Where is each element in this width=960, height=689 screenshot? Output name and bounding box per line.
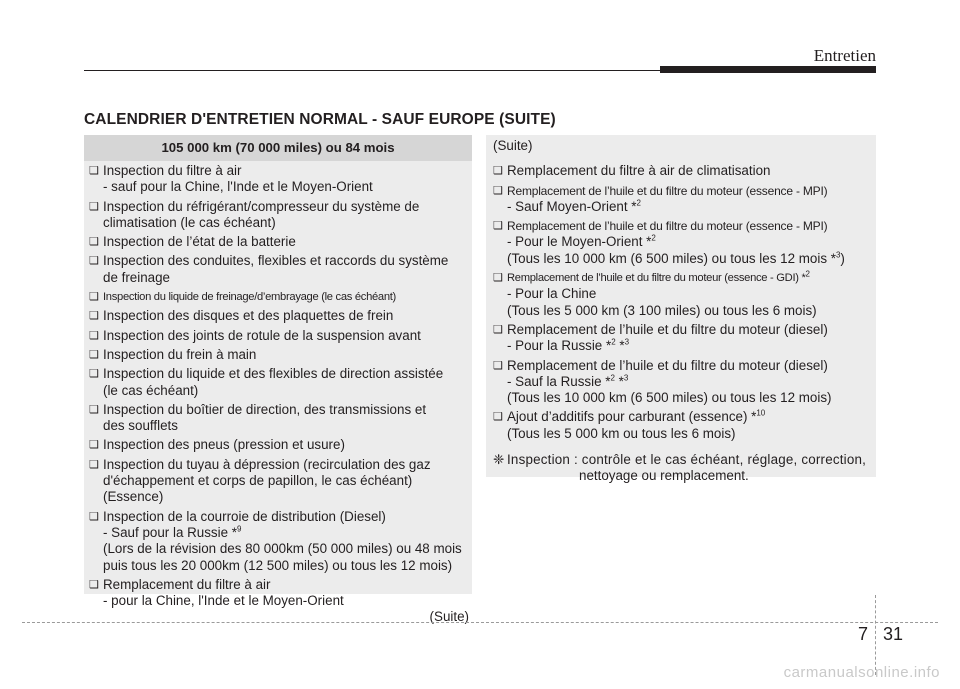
item-sub-text: - Sauf la Russie * [507, 373, 611, 389]
list-item [493, 218, 874, 267]
checkbox-icon: ❑ [493, 411, 503, 424]
item-text [507, 409, 874, 425]
item-sub: (Tous les 5 000 km ou tous les 6 mois) [507, 425, 736, 441]
continued-label: (Suite) [493, 138, 533, 153]
item-text: Inspection du réfrigérant/compresseur du système de [103, 198, 420, 214]
item-sub: (Lors de la révision des 80 000km (50 000 miles) ou 48 mois [103, 541, 462, 557]
checkbox-icon: ❑ [89, 310, 99, 323]
checkbox-icon: ❑ [493, 165, 503, 178]
item-text: Remplacement du filtre à air [103, 576, 271, 592]
left-panel-heading: 105 000 km (70 000 miles) ou 84 mois [84, 135, 472, 161]
list-item [493, 183, 874, 216]
list-item [89, 402, 469, 435]
item-sub: des soufflets [103, 418, 178, 434]
footnote-ref: 2 [805, 269, 810, 279]
item-sub-text: * [615, 338, 625, 354]
checkbox-icon: ❑ [493, 184, 503, 197]
right-column [493, 138, 874, 485]
list-item [89, 253, 469, 286]
item-sub-text: - Sauf pour la Russie * [103, 524, 237, 540]
chapter-number: 7 [858, 624, 869, 644]
header-rule-thin [84, 70, 660, 71]
page-divider [875, 595, 876, 675]
list-item [493, 409, 874, 442]
list-item [89, 289, 469, 305]
item-sub: - sauf pour la Chine, l'Inde et le Moyen-Orient [103, 179, 373, 195]
footnote-ref: 9 [236, 524, 242, 534]
item-sub: d'échappement et corps de papillon, le cas échéant) [103, 473, 413, 489]
item-sub [507, 234, 874, 250]
list-item [89, 457, 469, 506]
footnote-ref: 2 [611, 337, 616, 347]
footnote-ref: 3 [623, 373, 629, 383]
footnote-ref: 3 [835, 250, 841, 260]
list-item [89, 509, 469, 574]
checkbox-icon: ❑ [89, 255, 99, 268]
item-text: Inspection des joints de rotule de la suspension avant [103, 327, 421, 343]
item-sub-text: * [614, 373, 624, 389]
list-item [89, 577, 469, 610]
item-text: Inspection du liquide de freinage/d’embrayage (le cas échéant) [103, 291, 396, 304]
checkbox-icon: ❑ [89, 403, 99, 416]
item-sub: de freinage [103, 269, 171, 285]
list-item [89, 199, 469, 232]
item-text: Inspection du frein à main [103, 346, 257, 362]
list-item [89, 328, 469, 344]
list-item [89, 308, 469, 324]
checkbox-icon: ❑ [89, 165, 99, 177]
list-item [89, 163, 469, 196]
footnote-ref: 2 [636, 198, 641, 208]
header-title: Entretien [813, 46, 876, 65]
item-sub: - pour la Chine, l'Inde et le Moyen-Orient [103, 593, 344, 609]
item-sub: climatisation (le cas échéant) [103, 214, 276, 230]
list-item [89, 234, 469, 250]
item-sub-text: (Tous les 10 000 km (6 500 miles) ou tous les 12 mois * [507, 250, 836, 266]
checkbox-icon: ❑ [89, 458, 99, 471]
item-text: Inspection de l’état de la batterie [103, 234, 296, 250]
footnote-ref: 2 [610, 373, 615, 383]
footnote-ref: 10 [756, 408, 766, 418]
list-item [89, 437, 469, 453]
item-text: Inspection du tuyau à dépression (recirculation des gaz [103, 456, 431, 472]
checkbox-icon: ❑ [89, 236, 99, 249]
section-title: CALENDRIER D'ENTRETIEN NORMAL - SAUF EUROPE (SUITE) [84, 111, 556, 128]
item-sub: - Pour la Chine [507, 286, 597, 302]
item-text: Inspection de la courroie de distribution (Diesel) [103, 508, 386, 524]
item-text: Remplacement de l’huile et du filtre du moteur (diesel) [507, 321, 828, 337]
list-item [493, 163, 874, 179]
checkbox-icon: ❑ [89, 578, 99, 591]
item-sub [507, 374, 874, 390]
checkbox-icon: ❑ [493, 272, 503, 285]
item-sub: (Tous les 5 000 km (3 100 miles) ou tous les 6 mois) [507, 302, 817, 318]
left-column [89, 163, 469, 626]
note [493, 452, 874, 485]
note-symbol-icon: ❈ [493, 452, 505, 468]
item-text: Remplacement du filtre à air de climatisation [507, 163, 771, 179]
item-text: Inspection des disques et des plaquettes de frein [103, 308, 394, 324]
item-text: Inspection du liquide et des flexibles de direction assistée [103, 366, 444, 382]
item-text [507, 270, 874, 286]
checkbox-icon: ❑ [493, 359, 503, 372]
item-text: Inspection des conduites, flexibles et raccords du système [103, 253, 449, 269]
item-text: Remplacement de l’huile et du filtre du moteur (essence - MPI) [507, 183, 828, 198]
item-text: Inspection du boîtier de direction, des transmissions et [103, 401, 427, 417]
list-item [89, 366, 469, 399]
item-text: Inspection du filtre à air [103, 163, 242, 178]
item-sub [507, 251, 874, 267]
checkbox-icon: ❑ [493, 323, 503, 336]
checkbox-icon: ❑ [89, 510, 99, 523]
note-line: Inspection : contrôle et le cas échéant, réglage, correction, [507, 452, 867, 468]
item-text-main: Remplacement de l’huile et du filtre du moteur (essence - GDI) * [507, 272, 806, 285]
item-sub: (Essence) [103, 489, 164, 505]
checkbox-icon: ❑ [89, 200, 99, 213]
item-sub-text: - Sauf Moyen-Orient * [507, 198, 637, 214]
item-text-main: Ajout d’additifs pour carburant (essence) * [507, 409, 757, 425]
watermark: carmanualsonline.info [783, 664, 940, 681]
item-sub [103, 525, 469, 541]
note-line: nettoyage ou remplacement. [579, 468, 749, 484]
checkbox-icon: ❑ [493, 220, 503, 233]
checkbox-icon: ❑ [89, 439, 99, 452]
item-text: Remplacement de l’huile et du filtre du moteur (diesel) [507, 357, 828, 373]
item-sub [507, 338, 874, 354]
footnote-ref: 2 [651, 234, 656, 244]
checkbox-icon: ❑ [89, 291, 99, 304]
page-number: 31 [883, 624, 904, 644]
item-sub [507, 199, 874, 215]
item-text: Inspection des pneus (pression et usure) [103, 437, 345, 453]
footnote-ref: 3 [624, 337, 630, 347]
list-item [89, 347, 469, 363]
checkbox-icon: ❑ [89, 348, 99, 361]
item-sub: (Tous les 10 000 km (6 500 miles) ou tous les 12 mois) [507, 390, 832, 406]
item-sub: (le cas échéant) [103, 382, 199, 398]
footer-rule [22, 622, 938, 623]
item-sub-text: - Pour le Moyen-Orient * [507, 234, 652, 250]
list-item [493, 358, 874, 407]
item-sub-text: ) [840, 250, 845, 266]
checkbox-icon: ❑ [89, 368, 99, 381]
continued-label: (Suite) [429, 609, 469, 625]
item-text: Remplacement de l’huile et du filtre du moteur (essence - MPI) [507, 219, 828, 234]
checkbox-icon: ❑ [89, 329, 99, 342]
item-sub: puis tous les 20 000km (12 500 miles) ou tous les 12 mois) [103, 557, 453, 573]
item-sub-text: - Pour la Russie * [507, 338, 612, 354]
list-item [493, 322, 874, 355]
list-item [493, 270, 874, 319]
header-rule-thick [660, 66, 876, 73]
